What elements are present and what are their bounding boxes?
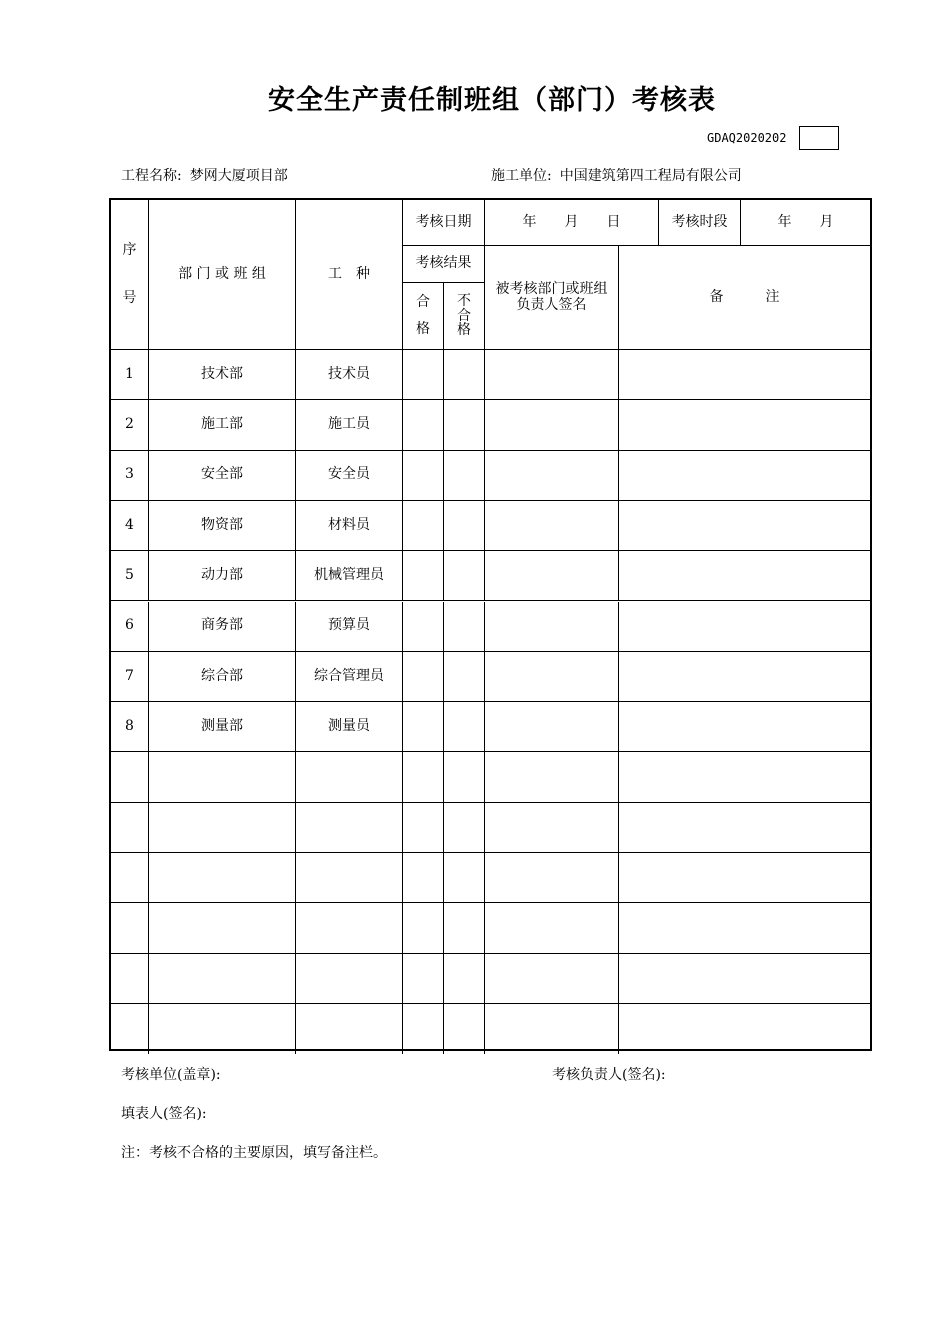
row-pass-cell[interactable] <box>403 551 444 601</box>
row-fail-cell[interactable] <box>444 1004 485 1054</box>
row-fail-cell[interactable] <box>444 803 485 853</box>
header-remarks: 备 注 <box>619 246 870 350</box>
row-pass-cell[interactable] <box>403 602 444 652</box>
row-dept: 安全部 <box>149 451 296 501</box>
row-no <box>111 903 149 953</box>
page-title: 安全生产责任制班组（部门）考核表 <box>268 85 716 116</box>
row-signature-cell[interactable] <box>485 451 619 501</box>
row-remarks-cell[interactable] <box>619 1004 870 1054</box>
row-no <box>111 803 149 853</box>
row-dept <box>149 752 296 802</box>
assessment-table <box>109 198 872 1051</box>
row-remarks-cell[interactable] <box>619 903 870 953</box>
row-remarks-cell[interactable] <box>619 752 870 802</box>
project-name-value: 梦网大厦项目部 <box>189 168 288 184</box>
row-remarks-cell[interactable] <box>619 954 870 1004</box>
header-eval-period-value[interactable]: 年 月 <box>741 200 870 246</box>
row-signature-cell[interactable] <box>485 903 619 953</box>
eval-unit-stamp: 考核单位(盖章): <box>121 1067 221 1083</box>
row-pass-cell[interactable] <box>403 702 444 752</box>
row-remarks-cell[interactable] <box>619 350 870 400</box>
form-code: GDAQ2020202 <box>707 131 787 145</box>
header-fail: 不 合 格 <box>444 283 485 350</box>
row-trade: 技术员 <box>296 350 403 400</box>
row-fail-cell[interactable] <box>444 400 485 450</box>
row-remarks-cell[interactable] <box>619 400 870 450</box>
row-pass-cell[interactable] <box>403 501 444 551</box>
row-signature-cell[interactable] <box>485 551 619 601</box>
header-trade: 工 种 <box>296 200 403 350</box>
row-dept: 施工部 <box>149 400 296 450</box>
row-no <box>111 853 149 903</box>
header-dept: 部 门 或 班 组 <box>149 200 296 350</box>
construction-unit-value: 中国建筑第四工程局有限公司 <box>559 168 742 184</box>
row-dept: 商务部 <box>149 602 296 652</box>
row-fail-cell[interactable] <box>444 652 485 702</box>
header-signer: 被考核部门或班组负责人签名 <box>485 246 619 350</box>
row-fail-cell[interactable] <box>444 903 485 953</box>
header-seq: 序 号 <box>111 200 149 350</box>
row-signature-cell[interactable] <box>485 350 619 400</box>
row-no: 6 <box>111 602 149 652</box>
row-fail-cell[interactable] <box>444 551 485 601</box>
row-no: 5 <box>111 551 149 601</box>
row-no <box>111 954 149 1004</box>
row-no: 2 <box>111 400 149 450</box>
form-filler-signature: 填表人(签名): <box>121 1106 207 1122</box>
row-pass-cell[interactable] <box>403 350 444 400</box>
row-trade <box>296 752 403 802</box>
row-dept <box>149 853 296 903</box>
row-remarks-cell[interactable] <box>619 702 870 752</box>
header-eval-date-value[interactable]: 年 月 日 <box>485 200 659 246</box>
construction-unit-line <box>491 165 742 185</box>
header-eval-date-label: 考核日期 <box>403 200 485 246</box>
row-signature-cell[interactable] <box>485 803 619 853</box>
row-signature-cell[interactable] <box>485 702 619 752</box>
row-dept <box>149 1004 296 1054</box>
row-dept <box>149 803 296 853</box>
row-remarks-cell[interactable] <box>619 501 870 551</box>
row-fail-cell[interactable] <box>444 501 485 551</box>
row-signature-cell[interactable] <box>485 501 619 551</box>
row-signature-cell[interactable] <box>485 400 619 450</box>
row-dept: 技术部 <box>149 350 296 400</box>
row-signature-cell[interactable] <box>485 752 619 802</box>
row-fail-cell[interactable] <box>444 752 485 802</box>
row-pass-cell[interactable] <box>403 803 444 853</box>
row-pass-cell[interactable] <box>403 652 444 702</box>
project-name-label: 工程名称: <box>121 168 182 184</box>
row-signature-cell[interactable] <box>485 954 619 1004</box>
row-dept: 综合部 <box>149 652 296 702</box>
row-remarks-cell[interactable] <box>619 803 870 853</box>
header-eval-period-label: 考核时段 <box>659 200 741 246</box>
row-pass-cell[interactable] <box>403 1004 444 1054</box>
row-pass-cell[interactable] <box>403 853 444 903</box>
row-trade <box>296 954 403 1004</box>
row-dept: 测量部 <box>149 702 296 752</box>
row-trade: 施工员 <box>296 400 403 450</box>
row-fail-cell[interactable] <box>444 451 485 501</box>
row-no: 8 <box>111 702 149 752</box>
row-dept <box>149 903 296 953</box>
row-fail-cell[interactable] <box>444 602 485 652</box>
row-no: 1 <box>111 350 149 400</box>
row-trade: 测量员 <box>296 702 403 752</box>
row-no: 4 <box>111 501 149 551</box>
row-trade <box>296 1004 403 1054</box>
row-trade <box>296 903 403 953</box>
form-code-box[interactable] <box>799 126 839 150</box>
row-no: 7 <box>111 652 149 702</box>
project-name-line <box>121 165 288 185</box>
row-no <box>111 752 149 802</box>
row-signature-cell[interactable] <box>485 602 619 652</box>
header-pass: 合 格 <box>403 283 444 350</box>
row-remarks-cell[interactable] <box>619 451 870 501</box>
row-trade: 材料员 <box>296 501 403 551</box>
row-dept <box>149 954 296 1004</box>
row-pass-cell[interactable] <box>403 451 444 501</box>
header-result: 考核结果 <box>403 246 485 283</box>
row-fail-cell[interactable] <box>444 954 485 1004</box>
row-signature-cell[interactable] <box>485 652 619 702</box>
footer-note: 注：考核不合格的主要原因，填写备注栏。 <box>121 1145 387 1161</box>
row-pass-cell[interactable] <box>403 400 444 450</box>
row-pass-cell[interactable] <box>403 903 444 953</box>
construction-unit-label: 施工单位: <box>491 168 552 184</box>
row-fail-cell[interactable] <box>444 702 485 752</box>
row-trade: 预算员 <box>296 602 403 652</box>
row-trade: 安全员 <box>296 451 403 501</box>
row-remarks-cell[interactable] <box>619 652 870 702</box>
row-fail-cell[interactable] <box>444 350 485 400</box>
row-trade <box>296 803 403 853</box>
row-dept: 物资部 <box>149 501 296 551</box>
row-pass-cell[interactable] <box>403 752 444 802</box>
row-trade: 机械管理员 <box>296 551 403 601</box>
row-pass-cell[interactable] <box>403 954 444 1004</box>
row-trade: 综合管理员 <box>296 652 403 702</box>
row-signature-cell[interactable] <box>485 1004 619 1054</box>
row-remarks-cell[interactable] <box>619 602 870 652</box>
row-trade <box>296 853 403 903</box>
row-remarks-cell[interactable] <box>619 551 870 601</box>
row-no: 3 <box>111 451 149 501</box>
row-dept: 动力部 <box>149 551 296 601</box>
row-fail-cell[interactable] <box>444 853 485 903</box>
row-signature-cell[interactable] <box>485 853 619 903</box>
row-no <box>111 1004 149 1054</box>
row-remarks-cell[interactable] <box>619 853 870 903</box>
eval-lead-signature: 考核负责人(签名): <box>552 1067 666 1083</box>
